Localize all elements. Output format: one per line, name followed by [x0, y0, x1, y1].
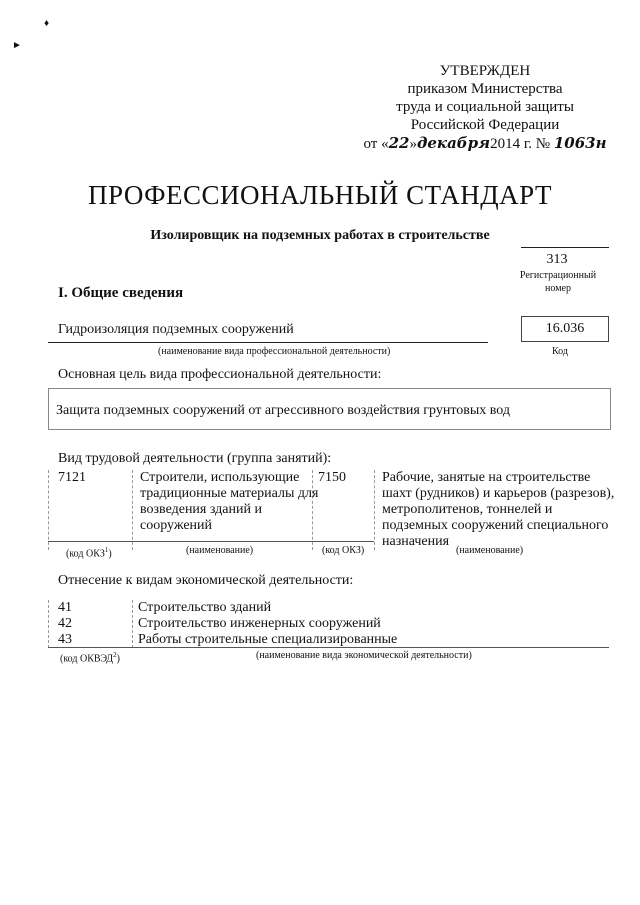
registration-label: Регистрационный: [519, 270, 597, 281]
okz-code: 7121: [58, 470, 86, 485]
table-line: [132, 541, 312, 542]
activity-code: 16.036: [545, 321, 585, 336]
activity-underline: [48, 342, 488, 343]
scan-mark: ►: [12, 40, 22, 51]
approval-date: от «22»декабря2014 г. № 1063н: [363, 134, 607, 152]
activity-caption: (наименование вида профессиональной деятельности): [158, 346, 391, 357]
table-line: [48, 647, 133, 648]
handwritten-number: 1063н: [553, 134, 607, 152]
goal-label: Основная цель вида профессиональной деятельности:: [58, 367, 382, 382]
page-title: ПРОФЕССИОНАЛЬНЫЙ СТАНДАРТ: [87, 180, 553, 210]
approval-line: труда и социальной защиты: [396, 99, 574, 115]
table-line: [132, 647, 609, 648]
okz-code: 7150: [318, 470, 346, 485]
code-caption: Код: [552, 346, 568, 357]
group-label: Вид трудовой деятельности (группа занятий):: [58, 451, 332, 466]
handwritten-day: 22: [388, 134, 410, 152]
goal-text: Защита подземных сооружений от агрессивного воздействия грунтовых вод: [56, 403, 511, 418]
okved-caption: (наименование вида экономической деятельности): [256, 650, 472, 661]
approval-line: УТВЕРЖДЕН: [439, 63, 531, 79]
okz-caption: (код ОКЗ): [322, 545, 365, 556]
okz-name: Строители, использующие традиционные материалы для возведения зданий и сооружений: [140, 470, 319, 533]
table-border: [132, 470, 134, 550]
page-subtitle: Изолировщик на подземных работах в строительстве: [150, 228, 490, 243]
table-line: [48, 541, 133, 542]
table-border: [48, 600, 50, 648]
okz-caption: (наименование): [186, 545, 254, 556]
table-border: [132, 600, 134, 648]
registration-number: 313: [546, 252, 568, 267]
table-border: [48, 470, 50, 550]
registration-label: номер: [545, 283, 571, 294]
approval-line: Российской Федерации: [410, 117, 560, 133]
code-box: [521, 316, 609, 342]
approval-block: [360, 62, 610, 153]
activity-name: Гидроизоляция подземных сооружений: [58, 322, 294, 337]
divider: [521, 247, 609, 248]
okved-name: Строительство зданий: [138, 600, 272, 615]
okved-code: 43: [58, 632, 72, 647]
okved-name: Строительство инженерных сооружений: [138, 616, 381, 631]
okved-name: Работы строительные специализированные: [138, 632, 398, 647]
okved-label: Отнесение к видам экономической деятельности:: [58, 573, 354, 588]
handwritten-month: декабря: [416, 134, 491, 152]
okved-code: 42: [58, 616, 72, 631]
scan-mark: ♦: [44, 18, 50, 29]
approval-line: приказом Министерства: [407, 81, 563, 97]
okz-caption: (наименование): [456, 545, 524, 556]
table-line: [312, 541, 374, 542]
section-heading: I. Общие сведения: [58, 285, 184, 301]
okz-caption: (код ОКЗ$^1$): [66, 546, 112, 560]
table-border: [374, 470, 376, 550]
okz-name: Рабочие, занятые на строительстве шахт (рудников) и карьеров (разрезов), метрополитенов, тоннелей и подземных сооружений специального назначения: [382, 470, 615, 549]
okved-caption: (код ОКВЭД$^2$): [60, 651, 120, 665]
okved-code: 41: [58, 600, 72, 615]
